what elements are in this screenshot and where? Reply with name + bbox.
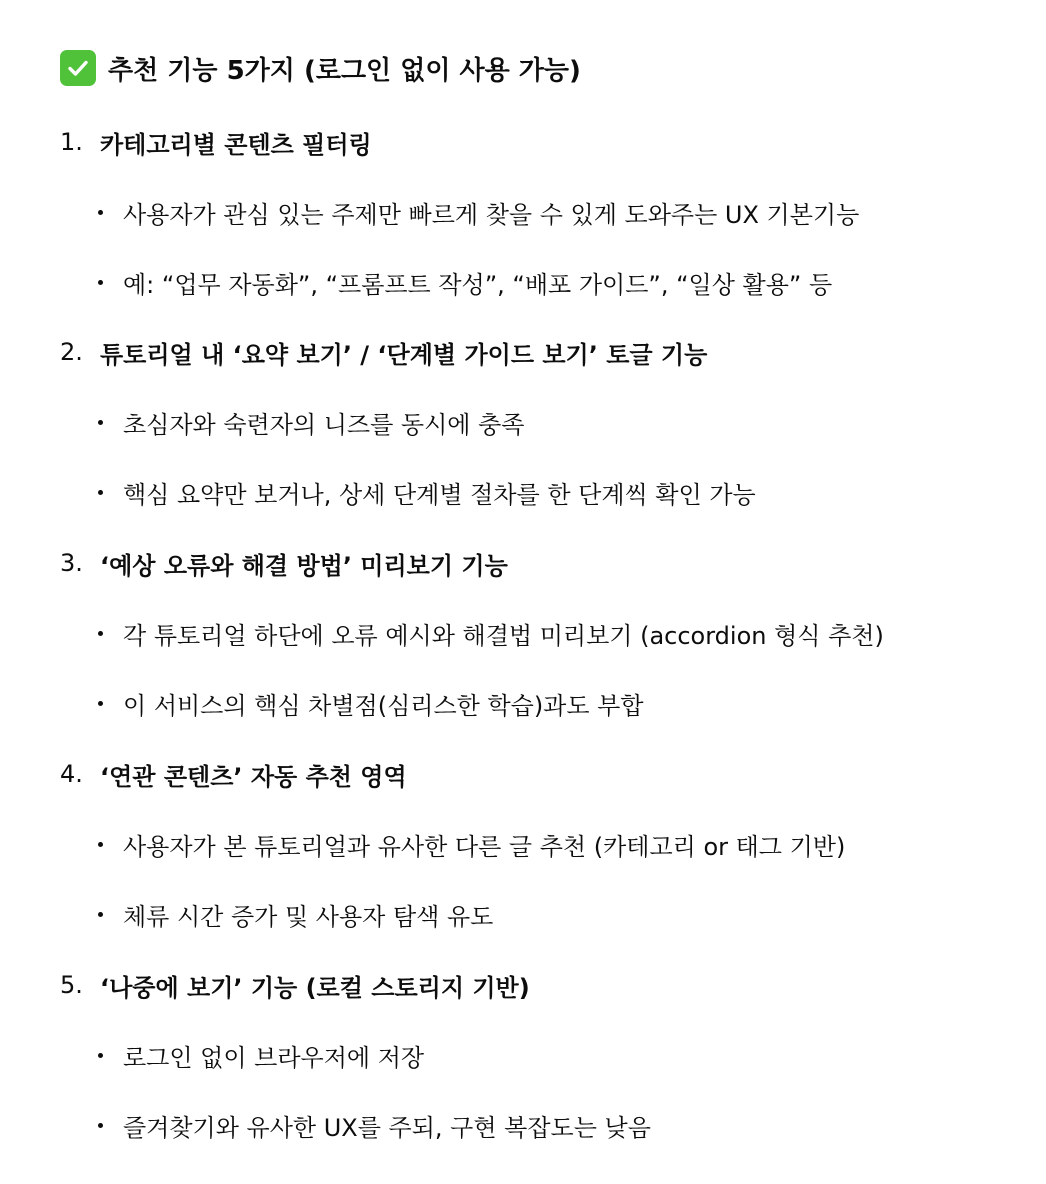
list-item: [60, 824, 1006, 864]
section-5: [60, 965, 1006, 1145]
bullet-dot-icon: [98, 912, 103, 917]
list-item-text: 예: “업무 자동화”, “프롬프트 작성”, “배포 가이드”, “일상 활용” 등: [123, 270, 833, 299]
section-title: [60, 965, 1006, 1005]
section-number: 1.: [60, 128, 83, 156]
list-item: [60, 1035, 1006, 1075]
list-item-text: 사용자가 관심 있는 주제만 빠르게 찾을 수 있게 도와주는 UX 기본기능: [123, 200, 860, 229]
section-number: 4.: [60, 760, 83, 788]
section-title-text: ‘나중에 보기’ 기능 (로컬 스토리지 기반): [100, 973, 530, 1002]
bullet-dot-icon: [98, 631, 103, 636]
list-item: [60, 683, 1006, 723]
list-item-text: 로그인 없이 브라우저에 저장: [123, 1043, 425, 1072]
section-4: [60, 754, 1006, 934]
list-item-text: 이 서비스의 핵심 차별점(심리스한 학습)과도 부합: [123, 691, 644, 720]
bullet-dot-icon: [98, 1053, 103, 1058]
heading-text: 추천 기능 5가지 (로그인 없이 사용 가능): [108, 55, 581, 86]
section-number: 5.: [60, 971, 83, 999]
section-title: [60, 122, 1006, 162]
bullet-dot-icon: [98, 210, 103, 215]
bullet-dot-icon: [98, 490, 103, 495]
list-item-text: 핵심 요약만 보거나, 상세 단계별 절차를 한 단계씩 확인 가능: [123, 480, 756, 509]
section-title-text: 튜토리얼 내 ‘요약 보기’ / ‘단계별 가이드 보기’ 토글 기능: [100, 340, 708, 369]
list-item: [60, 262, 1006, 302]
list-item: [60, 402, 1006, 442]
list-item-text: 즐겨찾기와 유사한 UX를 주되, 구현 복잡도는 낮음: [123, 1113, 651, 1142]
section-title: [60, 332, 1006, 372]
bullet-dot-icon: [98, 420, 103, 425]
list-item: [60, 1105, 1006, 1145]
section-number: 3.: [60, 549, 83, 577]
bullet-dot-icon: [98, 280, 103, 285]
list-item: [60, 894, 1006, 934]
list-item-text: 체류 시간 증가 및 사용자 탐색 유도: [123, 902, 494, 931]
section-title: [60, 543, 1006, 583]
section-title-text: ‘연관 콘텐츠’ 자동 추천 영역: [100, 762, 407, 791]
list-item: [60, 472, 1006, 512]
bullet-dot-icon: [98, 842, 103, 847]
section-number: 2.: [60, 338, 83, 366]
list-item-text: 사용자가 본 튜토리얼과 유사한 다른 글 추천 (카테고리 or 태그 기반): [123, 832, 846, 861]
section-title-text: ‘예상 오류와 해결 방법’ 미리보기 기능: [100, 551, 508, 580]
bullet-dot-icon: [98, 701, 103, 706]
list-item: [60, 613, 1006, 653]
bullet-dot-icon: [98, 1123, 103, 1128]
section-title-text: 카테고리별 콘텐츠 필터링: [100, 130, 372, 159]
section-3: [60, 543, 1006, 723]
section-2: [60, 332, 1006, 512]
check-mark-button-icon: [60, 50, 96, 86]
page-heading: [60, 48, 581, 88]
section-1: [60, 122, 1006, 302]
list-item: [60, 192, 1006, 232]
list-item-text: 초심자와 숙련자의 니즈를 동시에 충족: [123, 410, 525, 439]
section-title: [60, 754, 1006, 794]
list-item-text: 각 튜토리얼 하단에 오류 예시와 해결법 미리보기 (accordion 형식 추천): [123, 621, 884, 650]
